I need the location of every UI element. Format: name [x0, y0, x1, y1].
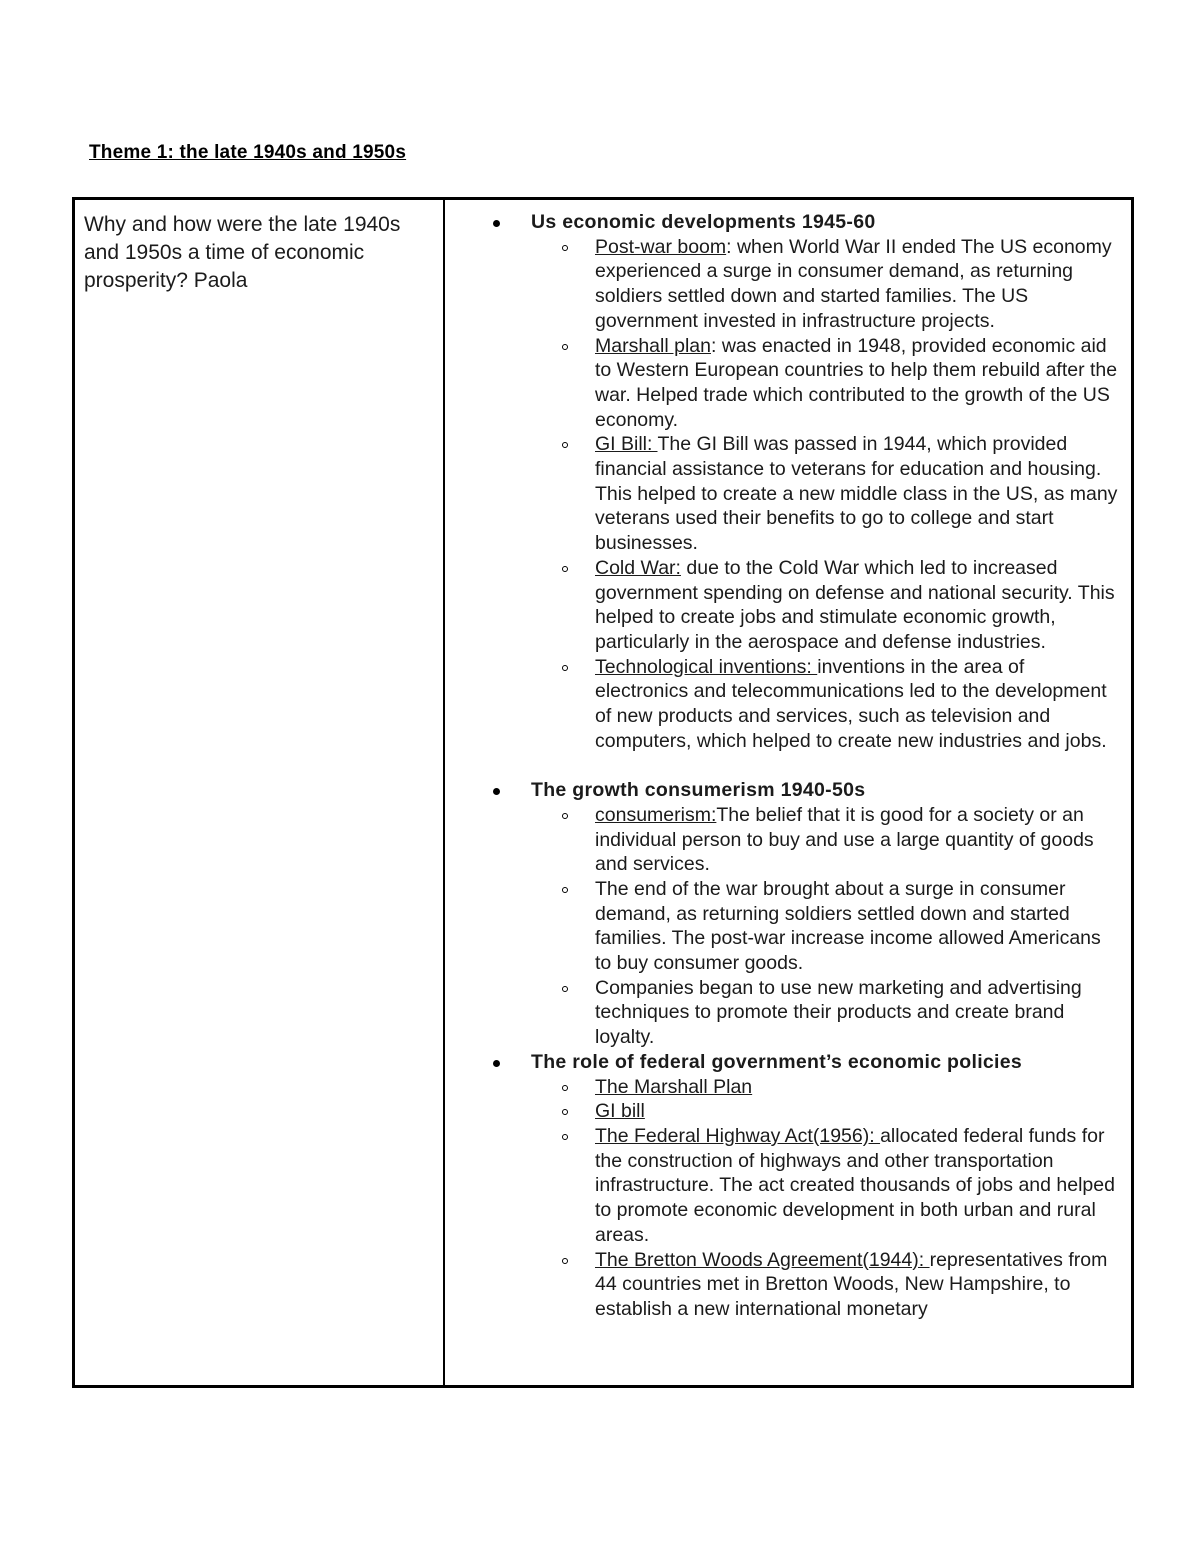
bullet-icon	[493, 1060, 500, 1067]
question-cell	[75, 200, 445, 1385]
circle-bullet-icon	[562, 1258, 568, 1264]
list-item: The end of the war brought about a surge in consumer demand, as returning soldiers settled down and started families. The post-war increase income allowed Americans to buy consumer goods.	[445, 877, 1131, 976]
section-consumerism	[445, 778, 1131, 1050]
answer-cell	[445, 200, 1131, 1385]
list-item: GI Bill: The GI Bill was passed in 1944, which provided financial assistance to veterans for education and housing. This helped to create a new middle class in the US, as many veterans used their benefits to go to college and start businesses.	[445, 432, 1131, 556]
spacer	[445, 753, 1131, 778]
circle-bullet-icon	[562, 245, 568, 251]
list-item: Post-war boom: when World War II ended The US economy experienced a surge in consumer demand, as returning soldiers settled down and started families. The US government invested in infrastructure projects.	[445, 235, 1131, 334]
page-title: Theme 1: the late 1940s and 1950s	[89, 142, 407, 163]
circle-bullet-icon	[562, 344, 568, 350]
list-item: Companies began to use new marketing and advertising techniques to promote their products and create brand loyalty.	[445, 976, 1131, 1050]
list-item: Technological inventions: inventions in the area of electronics and telecommunications led to the development of new products and services, such as television and computers, which helped to create new industries and jobs.	[445, 655, 1131, 754]
circle-bullet-icon	[562, 887, 568, 893]
question-text: Why and how were the late 1940s and 1950s a time of economic prosperity? Paola	[84, 213, 401, 292]
section-economic-developments	[445, 210, 1131, 753]
circle-bullet-icon	[562, 986, 568, 992]
list-item: Cold War: due to the Cold War which led to increased government spending on defense and national security. This helped to create jobs and stimulate economic growth, particularly in the aerospace and defense industries.	[445, 556, 1131, 655]
section-heading: The growth consumerism 1940-50s	[445, 778, 1131, 803]
bullet-icon	[493, 220, 500, 227]
circle-bullet-icon	[562, 665, 568, 671]
circle-bullet-icon	[562, 442, 568, 448]
section-heading: The role of federal government’s economic policies	[445, 1050, 1131, 1075]
bullet-icon	[493, 788, 500, 795]
circle-bullet-icon	[562, 566, 568, 572]
list-item: GI bill	[445, 1099, 1131, 1124]
list-item: The Marshall Plan	[445, 1075, 1131, 1100]
list-item: The Bretton Woods Agreement(1944): representatives from 44 countries met in Bretton Woods, New Hampshire, to establish a new international monetary	[445, 1248, 1131, 1322]
list-item: consumerism:The belief that it is good for a society or an individual person to buy and use a large quantity of goods and services.	[445, 803, 1131, 877]
section-federal-policies	[445, 1050, 1131, 1322]
notes-table	[72, 197, 1134, 1388]
section-heading: Us economic developments 1945-60	[445, 210, 1131, 235]
circle-bullet-icon	[562, 1085, 568, 1091]
circle-bullet-icon	[562, 813, 568, 819]
circle-bullet-icon	[562, 1134, 568, 1140]
circle-bullet-icon	[562, 1109, 568, 1115]
list-item: Marshall plan: was enacted in 1948, provided economic aid to Western European countries to help them rebuild after the war. Helped trade which contributed to the growth of the US economy.	[445, 334, 1131, 433]
list-item: The Federal Highway Act(1956): allocated federal funds for the construction of highways and other transportation infrastructure. The act created thousands of jobs and helped to promote economic development in both urban and rural areas.	[445, 1124, 1131, 1248]
